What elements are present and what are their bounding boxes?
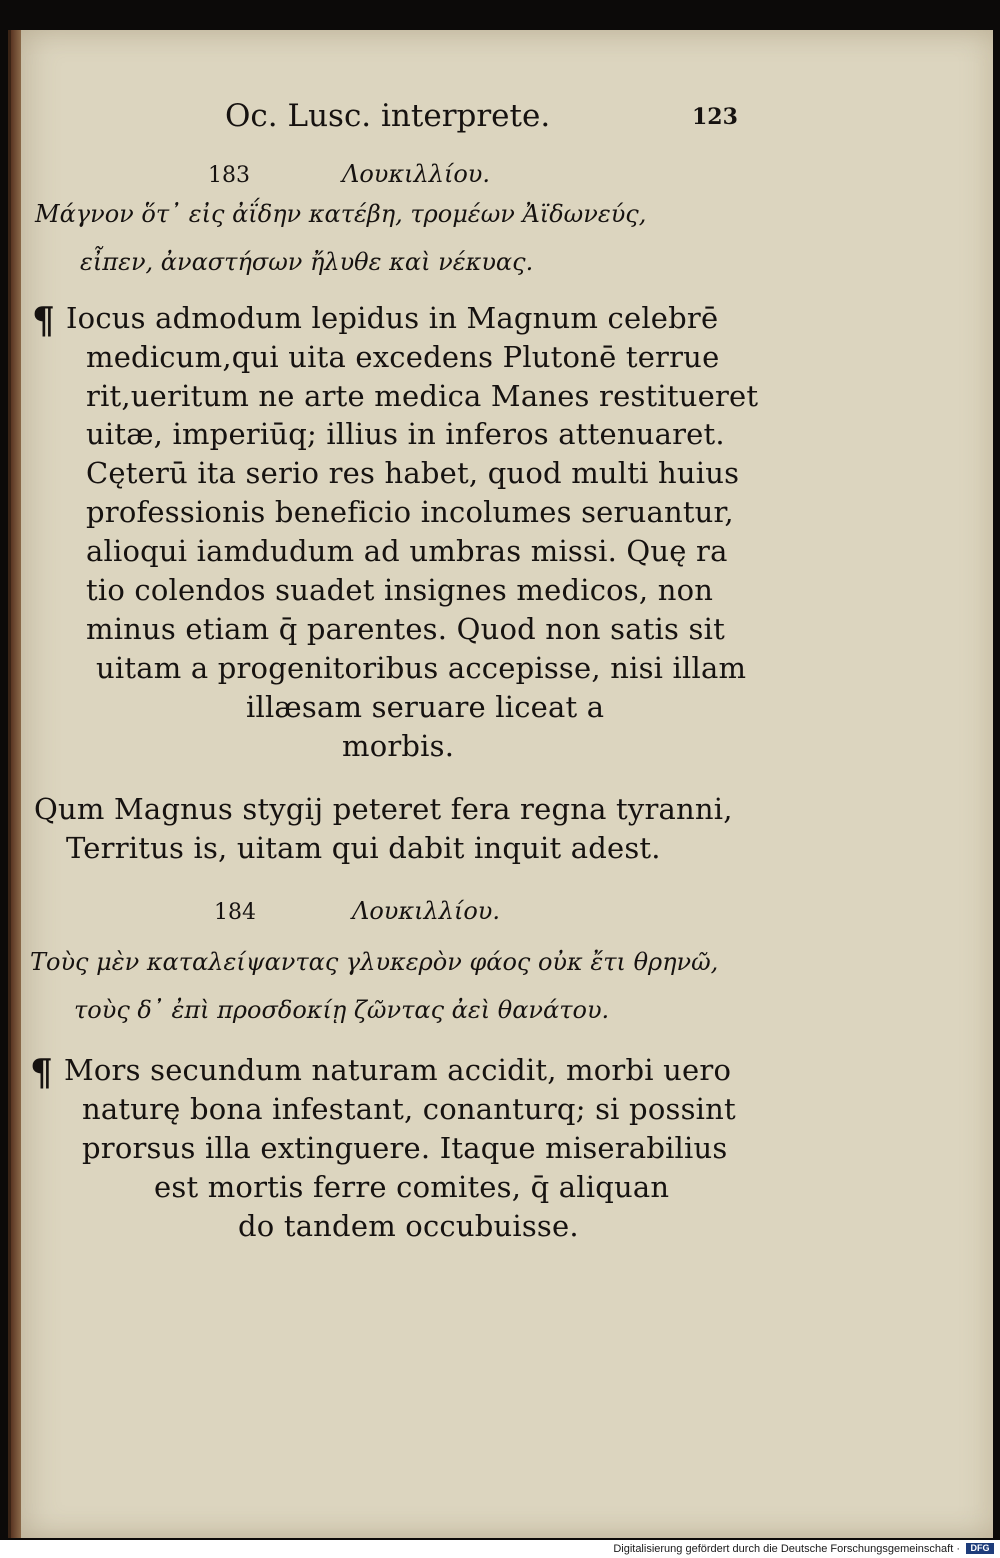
commentary-line: uitæ, imperiūq; illius in inferos attenuaret.: [86, 417, 725, 451]
page-number: 123: [692, 104, 738, 130]
epigram-author: Λουκιλλίου.: [342, 160, 491, 188]
commentary-line: Mors secundum naturam accidit, morbi uero: [64, 1053, 732, 1087]
footer-credit: Digitalisierung gefördert durch die Deutsche Forschungsgemeinschaft ·: [613, 1543, 960, 1555]
commentary-line: medicum,qui uita excedens Plutonē terrue: [86, 340, 720, 374]
greek-line: τοὺς δ᾽ ἐπὶ προσδοκίῃ ζῶντας ἀεὶ θανάτου.: [74, 996, 610, 1024]
epigram-number: 183: [208, 163, 250, 188]
commentary-line: do tandem occubuisse.: [238, 1209, 579, 1243]
commentary-line: Iocus admodum lepidus in Magnum celebrē: [66, 301, 719, 335]
commentary-line: alioqui iamdudum ad umbras missi. Quę ra: [86, 534, 728, 568]
commentary-line: est mortis ferre comites, q̄ aliquan: [154, 1170, 670, 1204]
page-edge: [11, 30, 21, 1538]
commentary-line: Cęterū ita serio res habet, quod multi huius: [86, 456, 740, 490]
pilcrow-icon: ¶: [30, 1052, 53, 1094]
epigram-author: Λουκιλλίου.: [352, 897, 501, 925]
digitization-footer: [0, 1540, 1000, 1558]
commentary-line: morbis.: [342, 729, 455, 763]
commentary-line: naturę bona infestant, conanturq; si possint: [82, 1092, 736, 1126]
pilcrow-icon: ¶: [32, 300, 55, 342]
greek-line: Μάγνον ὅτ᾽ εἰς ἀΐδην κατέβη, τρομέων Ἀϊδωνεύς,: [35, 200, 647, 228]
running-title: Oc. Lusc. interprete.: [225, 98, 551, 134]
greek-line: εἶπεν, ἀναστήσων ἤλυθε καὶ νέκυας.: [80, 248, 534, 276]
commentary-line: professionis beneficio incolumes seruantur,: [86, 495, 734, 529]
translation-line: Territus is, uitam qui dabit inquit adest.: [66, 831, 661, 865]
commentary-line: illæsam seruare liceat a: [246, 690, 605, 724]
greek-line: Τοὺς μὲν καταλείψαντας γλυκερὸν φάος οὐκ ἔτι θρηνῶ,: [30, 948, 719, 976]
commentary-line: prorsus illa extinguere. Itaque miserabilius: [82, 1131, 728, 1165]
commentary-line: minus etiam q̄ parentes. Quod non satis sit: [86, 612, 725, 646]
commentary-line: rit,ueritum ne arte medica Manes restitueret: [86, 379, 759, 413]
translation-line: Qum Magnus stygij peteret fera regna tyranni,: [34, 792, 733, 826]
commentary-line: uitam a progenitoribus accepisse, nisi illam: [96, 651, 747, 685]
dfg-logo-icon: DFG: [966, 1543, 994, 1554]
epigram-number: 184: [214, 900, 256, 925]
commentary-line: tio colendos suadet insignes medicos, non: [86, 573, 714, 607]
